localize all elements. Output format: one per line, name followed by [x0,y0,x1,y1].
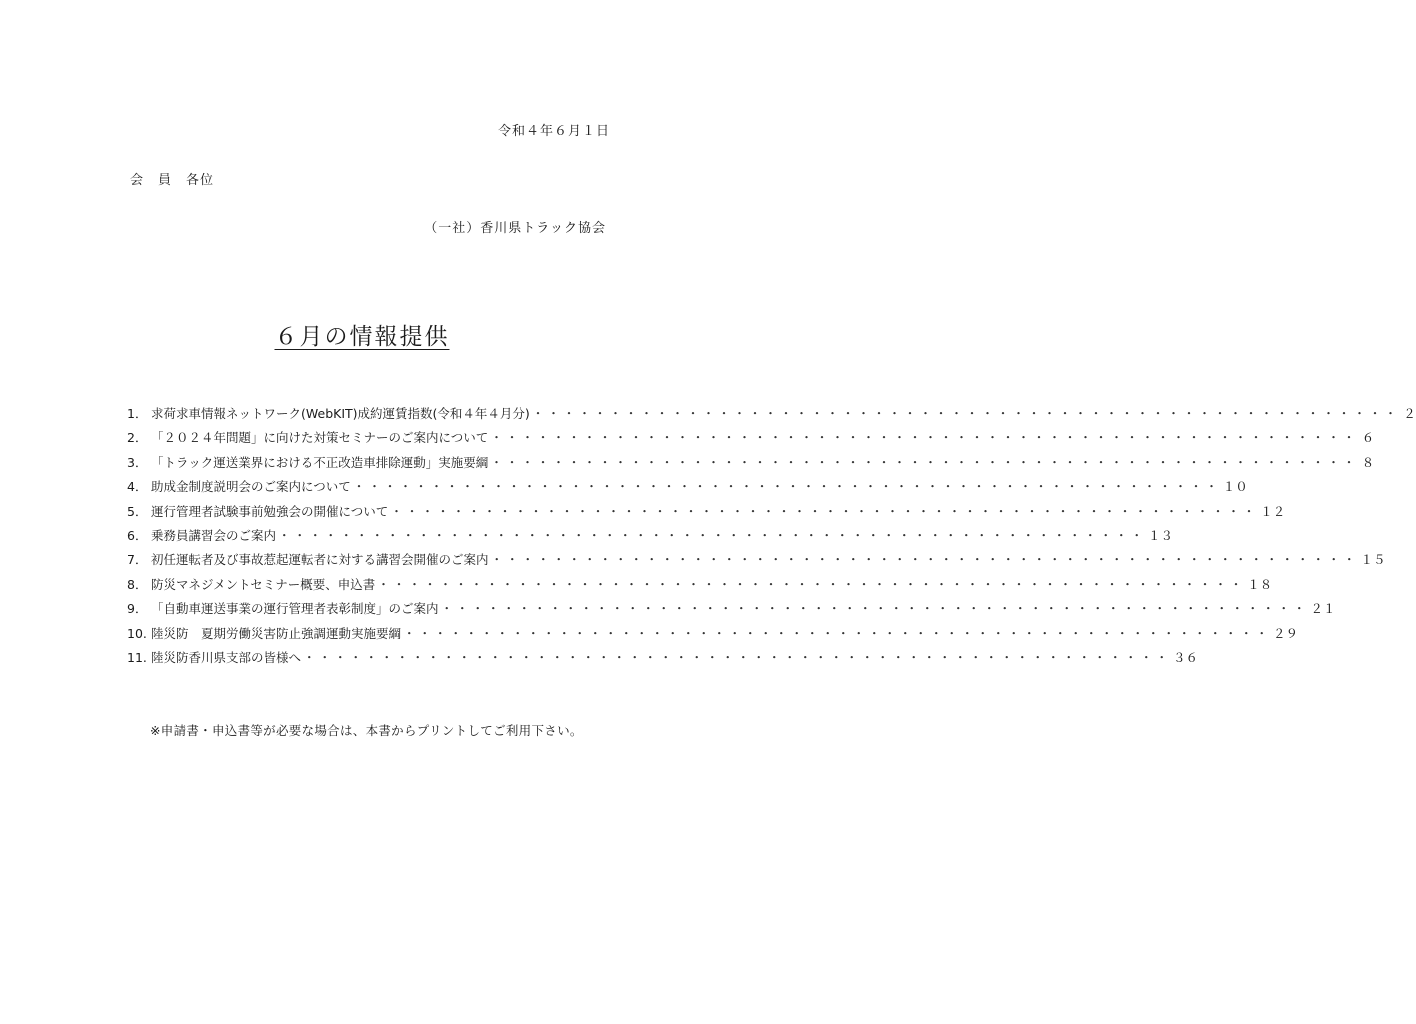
toc-item-page: １０ [1222,479,1248,495]
toc-item-number: 9． [127,601,148,617]
toc-item [127,599,1336,623]
toc-item [127,526,1174,550]
sender: （一社）香川県トラック協会 [424,221,606,236]
toc-item [127,575,1273,599]
toc-leader-dots [276,526,1148,544]
toc-item-title: 防災マネジメントセミナー概要、申込書 [151,576,376,592]
toc-item-page: ２９ [1273,625,1299,641]
toc-item-title: 乗務員講習会のご案内 [151,527,277,543]
toc-item-page: ６ [1361,430,1375,446]
toc-item [127,648,1199,672]
toc-item [127,477,1248,501]
toc-item [127,624,1299,648]
toc-item-title: 初任運転者及び事故惹起運転者に対する講習会開催のご案内 [151,552,489,568]
toc-leader-dots [375,575,1247,593]
recipient: 会 員 各位 [130,173,215,188]
toc-item-page: １５ [1360,552,1386,568]
toc-item-title: 運行管理者試験事前勉強会の開催について [151,503,389,519]
toc-leader-dots [351,477,1223,495]
toc-item-page: １８ [1247,576,1273,592]
toc-item-page: ３６ [1173,649,1199,665]
toc-item-number: 4． [127,479,148,495]
toc-item-number: 1． [127,406,148,421]
toc-item-title: 「トラック運送業界における不正改造車排除運動」実施要綱 [151,454,489,470]
toc-item-number: 11. [127,649,147,665]
toc-item-title: 助成金制度説明会のご案内について [151,479,351,495]
toc-item-number: 10. [127,625,147,641]
toc-item-page: ８ [1361,454,1375,470]
toc-item-page: ２ [1403,406,1416,421]
toc-item-number: 3． [127,454,148,470]
toc-item-page: ２１ [1310,601,1336,617]
toc-item-page: １２ [1260,503,1286,519]
toc-item-title: 求荷求車情報ネットワーク(WebKIT)成約運賃指数(令和４年４月分) [151,406,530,421]
toc-leader-dots [388,502,1260,520]
toc-item [127,502,1286,526]
toc-item-number: 5． [127,503,148,519]
issue-date: 令和４年６月１日 [497,124,610,139]
toc-leader-dots [488,428,1360,446]
toc-item-number: 6． [127,527,148,543]
toc-item-number: 7． [127,552,148,568]
toc-leader-dots [488,453,1360,471]
toc-leader-dots [439,599,1311,617]
toc-item-title: 「自動車運送事業の運行管理者表彰制度」のご案内 [151,601,439,617]
toc-item-number: 2． [127,430,148,446]
toc-leader-dots [530,404,1402,422]
page-title [0,318,724,351]
toc-item-title: 陸災防 夏期労働災害防止強調運動実施要綱 [151,625,402,641]
toc-item-page: １３ [1148,527,1174,543]
table-of-contents [127,404,1416,672]
toc-item [127,404,1416,428]
toc-item-title: 陸災防香川県支部の皆様へ [151,649,302,665]
toc-leader-dots [489,550,1361,568]
toc-item [127,428,1375,452]
toc-item-title: 「２０２４年問題」に向けた対策セミナーのご案内について [151,430,489,446]
toc-item [127,453,1375,477]
page-title-text: ６月の情報提供 [274,324,450,350]
toc-leader-dots [401,624,1273,642]
toc-leader-dots [301,648,1173,666]
print-note: ※申請書・申込書等が必要な場合は、本書からプリントしてご利用下さい。 [150,723,583,738]
toc-item [127,550,1386,574]
toc-item-number: 8． [127,576,148,592]
